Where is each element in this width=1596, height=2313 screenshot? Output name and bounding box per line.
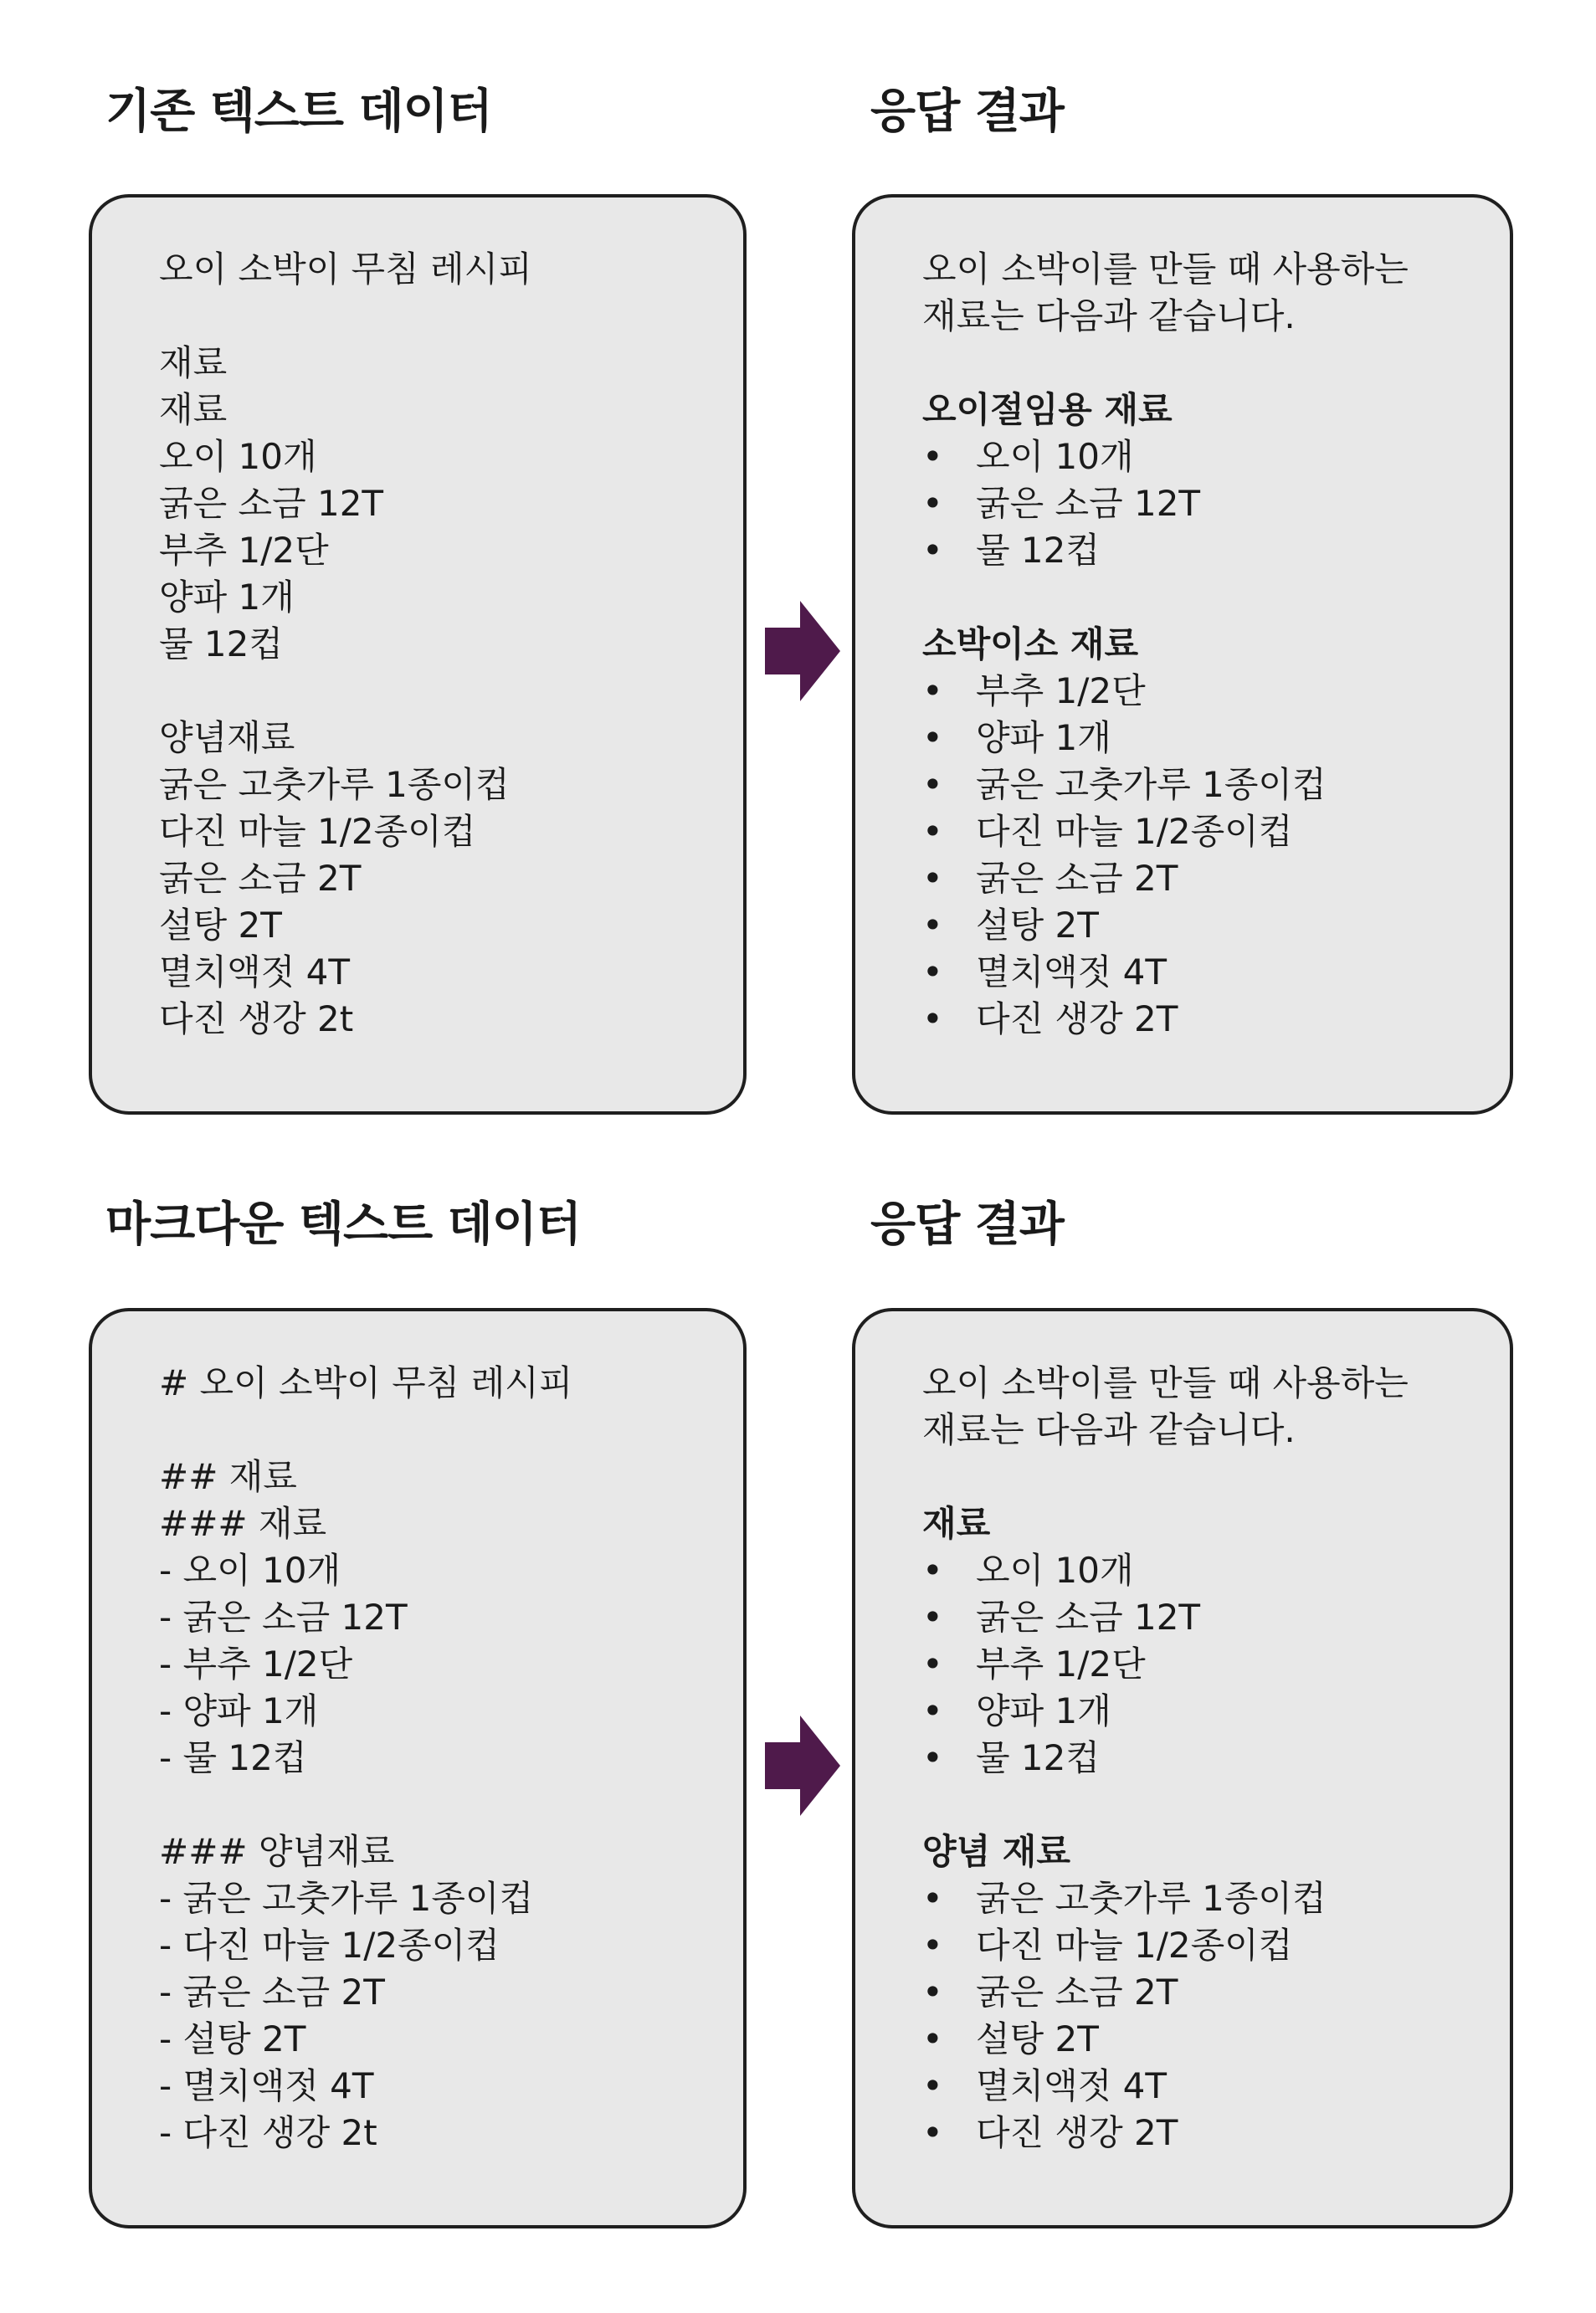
bullet-icon: •: [922, 436, 943, 477]
result-intro-line: 오이 소박이를 만들 때 사용하는: [922, 1362, 1409, 1403]
list-item: • 멸치액젓 4T: [922, 949, 1510, 996]
source-line: - 양파 1개: [159, 1690, 319, 1731]
source-line: # 오이 소박이 무침 레시피: [159, 1362, 573, 1403]
bullet-icon: •: [922, 811, 943, 852]
source-line: 양념재료: [159, 717, 295, 758]
result-title: 응답 결과: [870, 1198, 1064, 1252]
list-item: • 굵은 소금 2T: [922, 1969, 1510, 2016]
source-line: - 오이 10개: [159, 1550, 341, 1591]
source-line: - 굵은 소금 12T: [159, 1597, 408, 1638]
bullet-icon: •: [922, 530, 943, 571]
source-line: 물 12컵: [159, 623, 283, 664]
source-line: 굵은 소금 12T: [159, 483, 384, 524]
bullet-icon: •: [922, 1925, 943, 1966]
result-group-title: 오이절임용 재료: [922, 389, 1173, 430]
source-line: ### 양념재료: [159, 1831, 395, 1872]
bullet-icon: •: [922, 1737, 943, 1778]
markdown-text-box: [89, 1308, 747, 2228]
result-title: 응답 결과: [870, 85, 1064, 139]
source-line: ### 재료: [159, 1503, 327, 1544]
source-title: 기존 텍스트 데이터: [105, 85, 492, 139]
source-line: 멸치액젓 4T: [159, 951, 351, 992]
bullet-icon: •: [922, 858, 943, 899]
list-item: • 부추 1/2단: [922, 1641, 1510, 1688]
bullet-icon: •: [922, 1644, 943, 1685]
list-item: • 다진 생강 2T: [922, 2110, 1510, 2157]
source-line: - 다진 생강 2t: [159, 2112, 377, 2153]
list-item: • 부추 1/2단: [922, 668, 1510, 715]
bullet-icon: •: [922, 1597, 943, 1638]
list-item: • 양파 1개: [922, 1688, 1510, 1735]
bullet-icon: •: [922, 905, 943, 946]
source-line: 다진 생강 2t: [159, 998, 354, 1039]
list-item: • 설탕 2T: [922, 902, 1510, 949]
source-line: - 물 12컵: [159, 1737, 307, 1778]
result-group-title: 소박이소 재료: [922, 623, 1139, 664]
bullet-icon: •: [922, 951, 943, 992]
source-line: 굵은 소금 2T: [159, 858, 362, 899]
list-item: • 굵은 고춧가루 1종이컵: [922, 762, 1510, 808]
bullet-icon: •: [922, 717, 943, 758]
result-intro-line: 오이 소박이를 만들 때 사용하는: [922, 249, 1409, 290]
source-line: - 굵은 고춧가루 1종이컵: [159, 1878, 534, 1919]
source-line: - 멸치액젓 4T: [159, 2065, 374, 2106]
bullet-icon: •: [922, 1878, 943, 1919]
bullet-icon: •: [922, 764, 943, 805]
result-text-box: [852, 194, 1513, 1115]
result-text-box: [852, 1308, 1513, 2228]
list-item: • 오이 10개: [922, 433, 1510, 480]
source-line: 재료: [159, 389, 228, 430]
list-item: • 오이 10개: [922, 1547, 1510, 1594]
source-line: - 부추 1/2단: [159, 1644, 353, 1685]
bullet-icon: •: [922, 2065, 943, 2106]
list-item: • 물 12컵: [922, 527, 1510, 574]
bullet-icon: •: [922, 1550, 943, 1591]
source-line: 굵은 고춧가루 1종이컵: [159, 764, 510, 805]
source-line: 재료: [159, 342, 228, 383]
bullet-icon: •: [922, 2018, 943, 2059]
arrow-right-icon: [765, 601, 840, 701]
source-line: 양파 1개: [159, 577, 295, 618]
list-item: • 설탕 2T: [922, 2016, 1510, 2063]
result-group-title: 양념 재료: [922, 1831, 1070, 1872]
bullet-icon: •: [922, 1690, 943, 1731]
list-item: • 굵은 소금 2T: [922, 855, 1510, 902]
list-item: • 다진 생강 2T: [922, 996, 1510, 1043]
list-item: • 다진 마늘 1/2종이컵: [922, 1922, 1510, 1969]
source-line: - 굵은 소금 2T: [159, 1972, 385, 2013]
list-item: • 멸치액젓 4T: [922, 2063, 1510, 2110]
list-item: • 물 12컵: [922, 1735, 1510, 1782]
bullet-icon: •: [922, 998, 943, 1039]
source-title: 마크다운 텍스트 데이터: [105, 1198, 581, 1252]
list-item: • 굵은 고춧가루 1종이컵: [922, 1875, 1510, 1922]
bullet-icon: •: [922, 1972, 943, 2013]
source-line: - 설탕 2T: [159, 2018, 306, 2059]
list-item: • 다진 마늘 1/2종이컵: [922, 808, 1510, 855]
source-line: 오이 소박이 무침 레시피: [159, 249, 532, 290]
result-intro-line: 재료는 다음과 같습니다.: [922, 295, 1296, 336]
result-intro-line: 재료는 다음과 같습니다.: [922, 1409, 1296, 1450]
source-line: - 다진 마늘 1/2종이컵: [159, 1925, 500, 1966]
result-group-title: 재료: [922, 1503, 991, 1544]
bullet-icon: •: [922, 2112, 943, 2153]
bullet-icon: •: [922, 483, 943, 524]
list-item: • 굵은 소금 12T: [922, 480, 1510, 527]
source-line: ## 재료: [159, 1456, 297, 1497]
source-text-box: [89, 194, 747, 1115]
bullet-icon: •: [922, 670, 943, 711]
list-item: • 양파 1개: [922, 715, 1510, 762]
source-line: 부추 1/2단: [159, 530, 329, 571]
arrow-right-icon: [765, 1716, 840, 1816]
source-line: 다진 마늘 1/2종이컵: [159, 811, 476, 852]
list-item: • 굵은 소금 12T: [922, 1594, 1510, 1641]
source-line: 설탕 2T: [159, 905, 282, 946]
source-line: 오이 10개: [159, 436, 317, 477]
